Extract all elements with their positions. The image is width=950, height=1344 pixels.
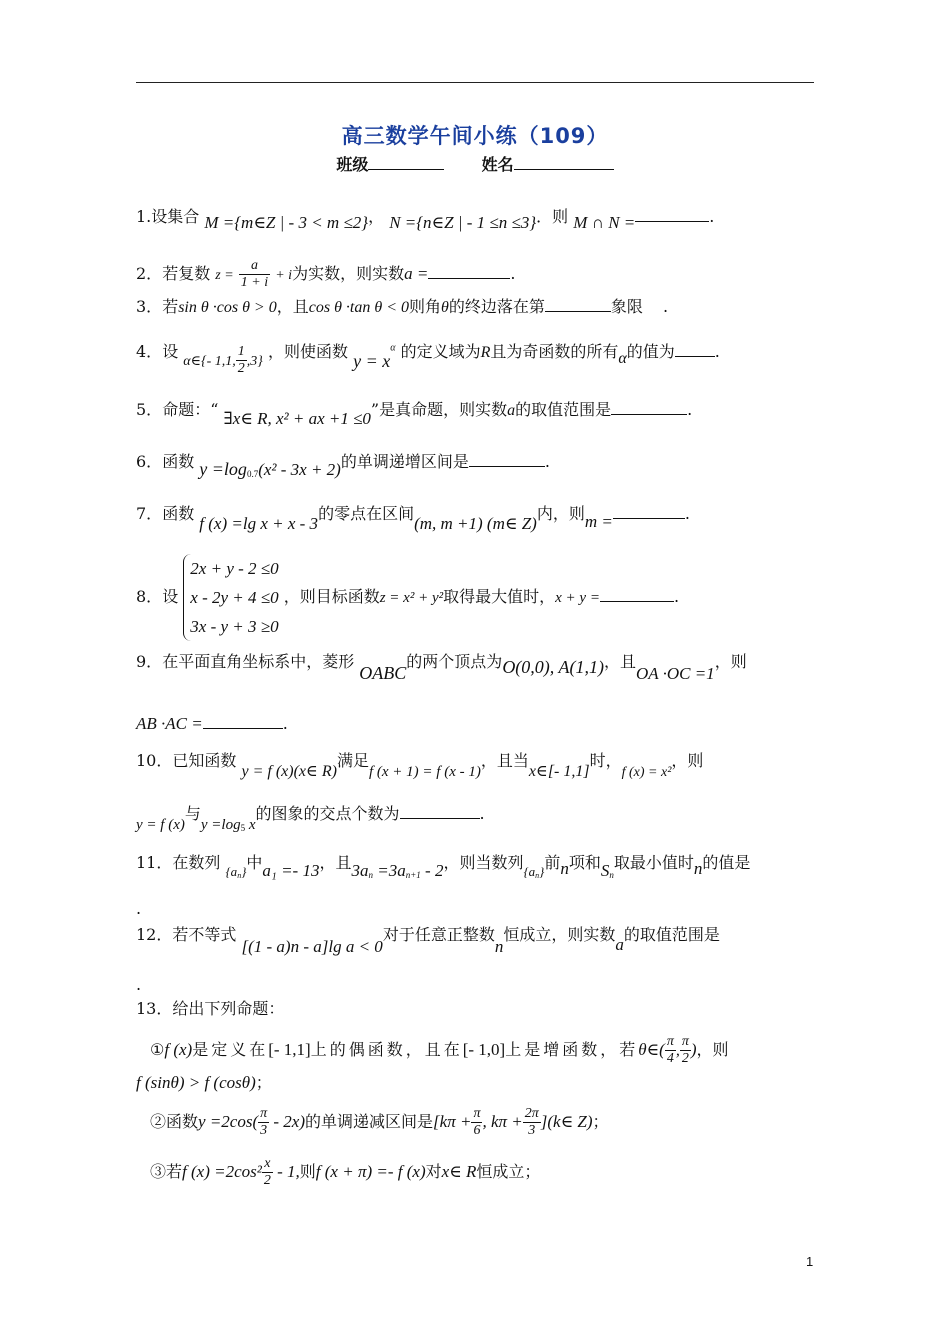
question-11: 11．在数列 $_{\{an\}}$中a₁ =- 13，且$3a_n =3a_{n+1} - 2$，则当数列$_{\{an\}}$前n项和$S_n$取最小值时n的值是	[136, 853, 751, 881]
answer-blank-7[interactable]	[613, 502, 685, 519]
answer-blank-10[interactable]	[400, 802, 480, 819]
question-7: 7．函数 f (x) =lg x + x - 3的零点在区间(m, m +1) (m∈ Z)内，则m = .	[136, 504, 690, 533]
proposition-1: ①f (x)是定义在[- 1,1]上的偶函数，且在[- 1,0]上是增函数，若θ∈( $\frac{\pi}{4}$ , $\frac{\pi}{2}$ )，则	[150, 1034, 729, 1066]
question-2: 2．若复数 z = $\frac{a}{1 + i}$ + i为实数，则实数a = .	[136, 258, 516, 290]
page-number: 1	[806, 1254, 814, 1269]
fraction: $\frac{\pi}{6}$	[473, 1106, 481, 1138]
question-12: 12．若不等式 [(1 - a)n - a]lg a < 0对于任意正整数n恒成立，则实数a的取值范围是	[136, 925, 720, 956]
question-12-end: .	[136, 975, 142, 994]
question-6: 6．函数 $y =\log_{0.7}(x^2 - 3x + 2)$的单调递增区间是 .	[136, 452, 550, 480]
class-label: 班级	[336, 155, 369, 174]
question-10-line2: y = f (x)与$y =\log_5$ x的图象的交点个数为 .	[136, 804, 485, 834]
proposition-3: ③若f (x) =2cos² $\frac{x}{2}$ - 1,则f (x + π) =- f (x)对x∈ R恒成立；	[150, 1156, 541, 1188]
fraction: $\frac{x}{2}$	[263, 1156, 271, 1188]
answer-blank-3[interactable]	[545, 295, 611, 312]
fraction: $\frac{\pi}{3}$	[260, 1106, 268, 1138]
inequality-system: 2x + y - 2 ≤0 x - 2y + 4 ≤0 3x - y + 3 ≥0	[183, 554, 278, 641]
fraction: $\frac{a}{1 + i}$	[240, 258, 269, 290]
answer-blank-6[interactable]	[469, 450, 545, 467]
class-blank[interactable]	[368, 153, 444, 170]
question-9-line2: AB ·AC = .	[136, 714, 288, 733]
question-3: 3．若sin θ ·cos θ > 0，且cos θ ·tan θ < 0则角θ的终边落在第 象限 .	[136, 297, 669, 316]
question-11-end: .	[136, 899, 142, 918]
question-10: 10．已知函数 y = f (x)(x∈ R)满足f (x + 1) = f (x - 1)，且当x∈[- 1,1]时，f (x) = x²，则	[136, 751, 704, 780]
answer-blank-4[interactable]	[675, 340, 715, 357]
answer-blank-1[interactable]	[635, 205, 709, 222]
fraction: $\frac{1}{2}$	[237, 344, 245, 376]
name-label: 姓名	[481, 155, 514, 174]
question-1: 1.设集合 M ={m∈Z | - 3 < m ≤2}， N ={n∈Z | - 1 ≤n ≤3}．则 M ∩ N = .	[136, 207, 715, 232]
answer-blank-5[interactable]	[611, 398, 687, 415]
page-title: 高三数学午间小练（109）	[341, 124, 609, 148]
class-name-line	[0, 152, 950, 175]
question-13: 13．给出下列命题：	[136, 999, 285, 1018]
fraction: $\frac{\pi}{4}$	[666, 1034, 674, 1066]
header-rule	[136, 82, 814, 83]
answer-blank-9[interactable]	[203, 712, 283, 729]
question-4: 4．设 α∈{- 1,1, $\frac{1}{2}$ ,3} ，则使函数 $y = x^\alpha$ 的定义域为R且为奇函数的所有α的值为 .	[136, 342, 720, 376]
question-5: 5．命题：“ ∃x∈ R, x² + ax +1 ≤0”是真命题，则实数a的取值范围是 .	[136, 400, 693, 428]
proposition-1-line2: f (sinθ) > f (cosθ)；	[136, 1073, 272, 1092]
question-9: 9．在平面直角坐标系中，菱形 OABC的两个顶点为O(0,0), A(1,1)，且OA ·OC =1，则	[136, 652, 747, 683]
proposition-2: ②函数y =2cos( $\frac{\pi}{3}$ - 2x)的单调递减区间是[kπ + $\frac{\pi}{6}$ , kπ + $\frac{2\pi}{3}$ ](k∈ Z)；	[150, 1106, 609, 1138]
answer-blank-8[interactable]	[600, 585, 674, 602]
fraction: $\frac{2\pi}{3}$	[524, 1106, 539, 1138]
fraction: $\frac{\pi}{2}$	[681, 1034, 689, 1066]
name-blank[interactable]	[514, 153, 614, 170]
answer-blank-2[interactable]	[428, 262, 510, 279]
question-8: 8．设 2x + y - 2 ≤0 x - 2y + 4 ≤0 3x - y + 3 ≥0 ，则目标函数z = x² + y²取得最大值时，x + y = .	[136, 554, 816, 641]
